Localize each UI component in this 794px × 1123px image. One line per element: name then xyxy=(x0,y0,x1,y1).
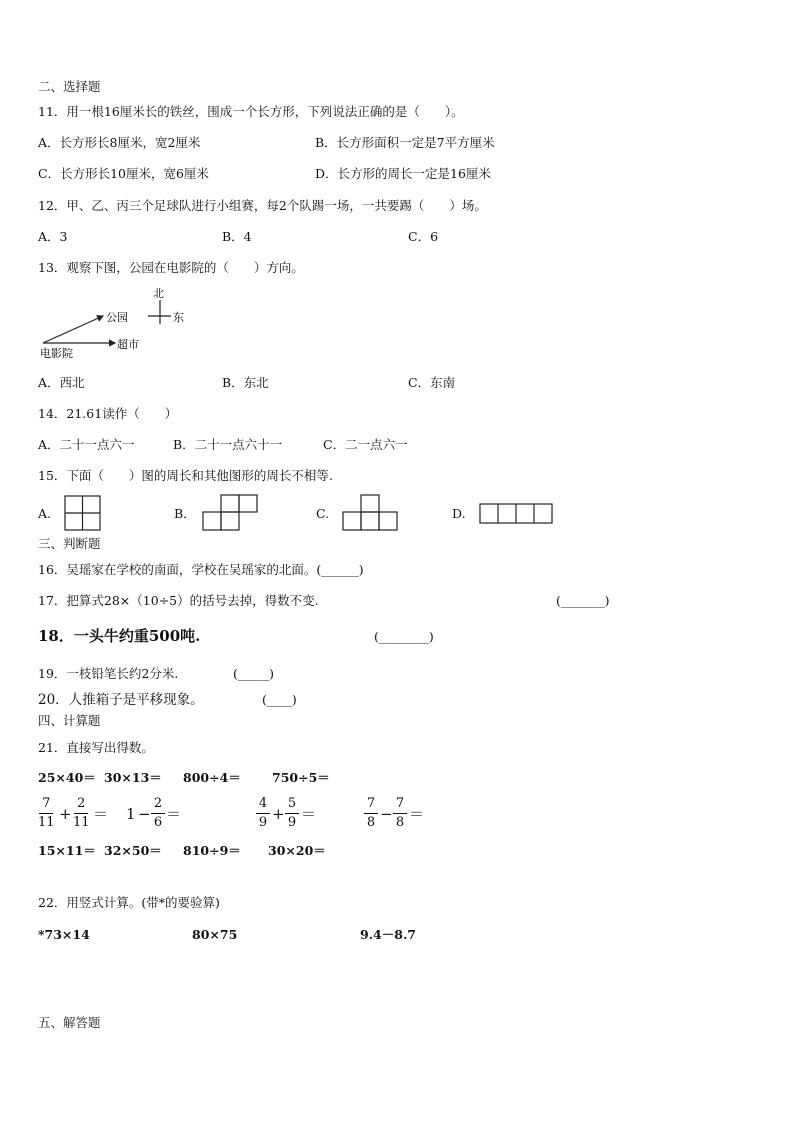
equals-sign: ＝ xyxy=(93,805,109,823)
figure-c-t-shape xyxy=(342,494,400,532)
question-13-option-b[interactable]: B．东北 xyxy=(222,375,269,390)
question-11-stem: 11．用一根16厘米长的铁丝，围成一个长方形，下列说法正确的是（ ）。 xyxy=(38,104,464,119)
calc-item: 810÷9＝ xyxy=(183,843,241,858)
map-label-park: 公园 xyxy=(106,311,128,324)
figure-a-square-grid xyxy=(64,495,102,531)
denominator: 9 xyxy=(287,815,297,830)
fraction-7-8 xyxy=(364,796,378,830)
map-label-north: 北 xyxy=(153,287,164,300)
fraction-7-11 xyxy=(38,796,55,830)
denominator: 8 xyxy=(366,815,376,830)
denominator: 6 xyxy=(153,815,163,830)
equals-sign: ＝ xyxy=(409,805,425,823)
equals-sign: ＝ xyxy=(166,805,182,823)
calc-item: 750÷5＝ xyxy=(272,770,330,785)
map-label-cinema: 电影院 xyxy=(40,347,73,360)
question-18-stem: 18．一头牛约重500吨. xyxy=(38,627,201,645)
direction-map-figure xyxy=(40,286,200,361)
question-13-option-c[interactable]: C．东南 xyxy=(408,375,456,390)
denominator: 11 xyxy=(73,815,90,830)
cinema-to-park-line xyxy=(43,316,103,343)
calc-item: 30×13＝ xyxy=(104,770,162,785)
vertical-calc-item: *73×14 xyxy=(38,927,90,942)
numerator: 7 xyxy=(366,796,376,811)
denominator: 11 xyxy=(38,815,55,830)
question-19-stem: 19．一枝铅笔长约2分米. xyxy=(38,666,179,681)
question-20-answer-blank[interactable]: (____) xyxy=(262,692,297,707)
question-15-option-c[interactable]: C. xyxy=(316,506,330,521)
question-14-option-b[interactable]: B．二十一点六十一 xyxy=(173,437,283,452)
figure-d-row-shape xyxy=(479,503,555,525)
question-17-stem: 17．把算式28×（10÷5）的括号去掉，得数不变. xyxy=(38,593,319,608)
figure-b-step-shape xyxy=(202,494,260,532)
question-12-stem: 12．甲、乙、丙三个足球队进行小组赛，每2个队踢一场，一共要踢（ ）场。 xyxy=(38,198,487,213)
fraction-2-11 xyxy=(73,796,90,830)
section-heading-answer: 五、解答题 xyxy=(38,1015,101,1030)
question-16: 16．吴瑶家在学校的南面，学校在吴瑶家的北面。(______) xyxy=(38,562,364,577)
question-14-option-c[interactable]: C．二一点六一 xyxy=(323,437,408,452)
calc-item: 25×40＝ xyxy=(38,770,96,785)
question-12-option-a[interactable]: A．3 xyxy=(38,229,68,244)
vertical-calc-item: 9.4－8.7 xyxy=(360,927,416,942)
question-22-stem: 22．用竖式计算。(带*的要验算) xyxy=(38,895,220,910)
calc-item: 800÷4＝ xyxy=(183,770,241,785)
denominator: 8 xyxy=(395,815,405,830)
operator-plus: + xyxy=(272,805,285,823)
question-13-option-a[interactable]: A．西北 xyxy=(38,375,85,390)
fraction-7-8 xyxy=(393,796,407,830)
question-15-option-d[interactable]: D. xyxy=(452,506,466,521)
question-18-answer-blank[interactable]: (________) xyxy=(374,629,434,644)
numerator: 4 xyxy=(258,796,268,811)
whole-number-1: 1 xyxy=(126,805,136,823)
question-14-option-a[interactable]: A．二十一点六一 xyxy=(38,437,135,452)
fraction-5-9 xyxy=(285,796,299,830)
question-21-stem: 21．直接写出得数。 xyxy=(38,740,154,755)
fraction-2-6 xyxy=(151,796,165,830)
numerator: 2 xyxy=(153,796,163,811)
question-15-stem: 15．下面（ ）图的周长和其他图形的周长不相等. xyxy=(38,468,333,483)
operator-plus: + xyxy=(59,805,72,823)
numerator: 7 xyxy=(395,796,405,811)
section-heading-choice: 二、选择题 xyxy=(38,79,101,94)
question-17-answer-blank[interactable]: (_______) xyxy=(556,593,610,608)
question-20-stem: 20．人推箱子是平移现象。 xyxy=(38,692,204,708)
equals-sign: ＝ xyxy=(301,805,317,823)
question-11-option-b[interactable]: B．长方形面积一定是7平方厘米 xyxy=(315,135,495,150)
calc-item: 15×11＝ xyxy=(38,843,96,858)
section-heading-calc: 四、计算题 xyxy=(38,713,101,728)
denominator: 9 xyxy=(258,815,268,830)
question-11-option-d[interactable]: D．长方形的周长一定是16厘米 xyxy=(315,166,491,181)
vertical-calc-item: 80×75 xyxy=(192,927,238,942)
question-13-stem: 13．观察下图，公园在电影院的（ ）方向。 xyxy=(38,260,304,275)
question-11-option-a[interactable]: A．长方形长8厘米，宽2厘米 xyxy=(38,135,201,150)
question-15-option-a[interactable]: A. xyxy=(38,506,52,521)
question-12-option-c[interactable]: C．6 xyxy=(408,229,439,244)
section-heading-judge: 三、判断题 xyxy=(38,536,101,551)
map-label-east: 东 xyxy=(173,311,184,324)
question-15-option-b[interactable]: B． xyxy=(174,506,196,521)
numerator: 2 xyxy=(77,796,86,811)
question-19-answer-blank[interactable]: (_____) xyxy=(233,666,275,681)
numerator: 7 xyxy=(42,796,51,811)
question-11-option-c[interactable]: C．长方形长10厘米，宽6厘米 xyxy=(38,166,209,181)
fraction-4-9 xyxy=(256,796,270,830)
numerator: 5 xyxy=(287,796,297,811)
question-12-option-b[interactable]: B．4 xyxy=(222,229,252,244)
operator-minus: − xyxy=(380,805,393,823)
question-14-stem: 14．21.61读作（ ） xyxy=(38,406,178,421)
operator-minus: − xyxy=(138,805,151,823)
calc-item: 30×20＝ xyxy=(268,843,326,858)
calc-item: 32×50＝ xyxy=(104,843,162,858)
map-label-market: 超市 xyxy=(117,338,139,351)
